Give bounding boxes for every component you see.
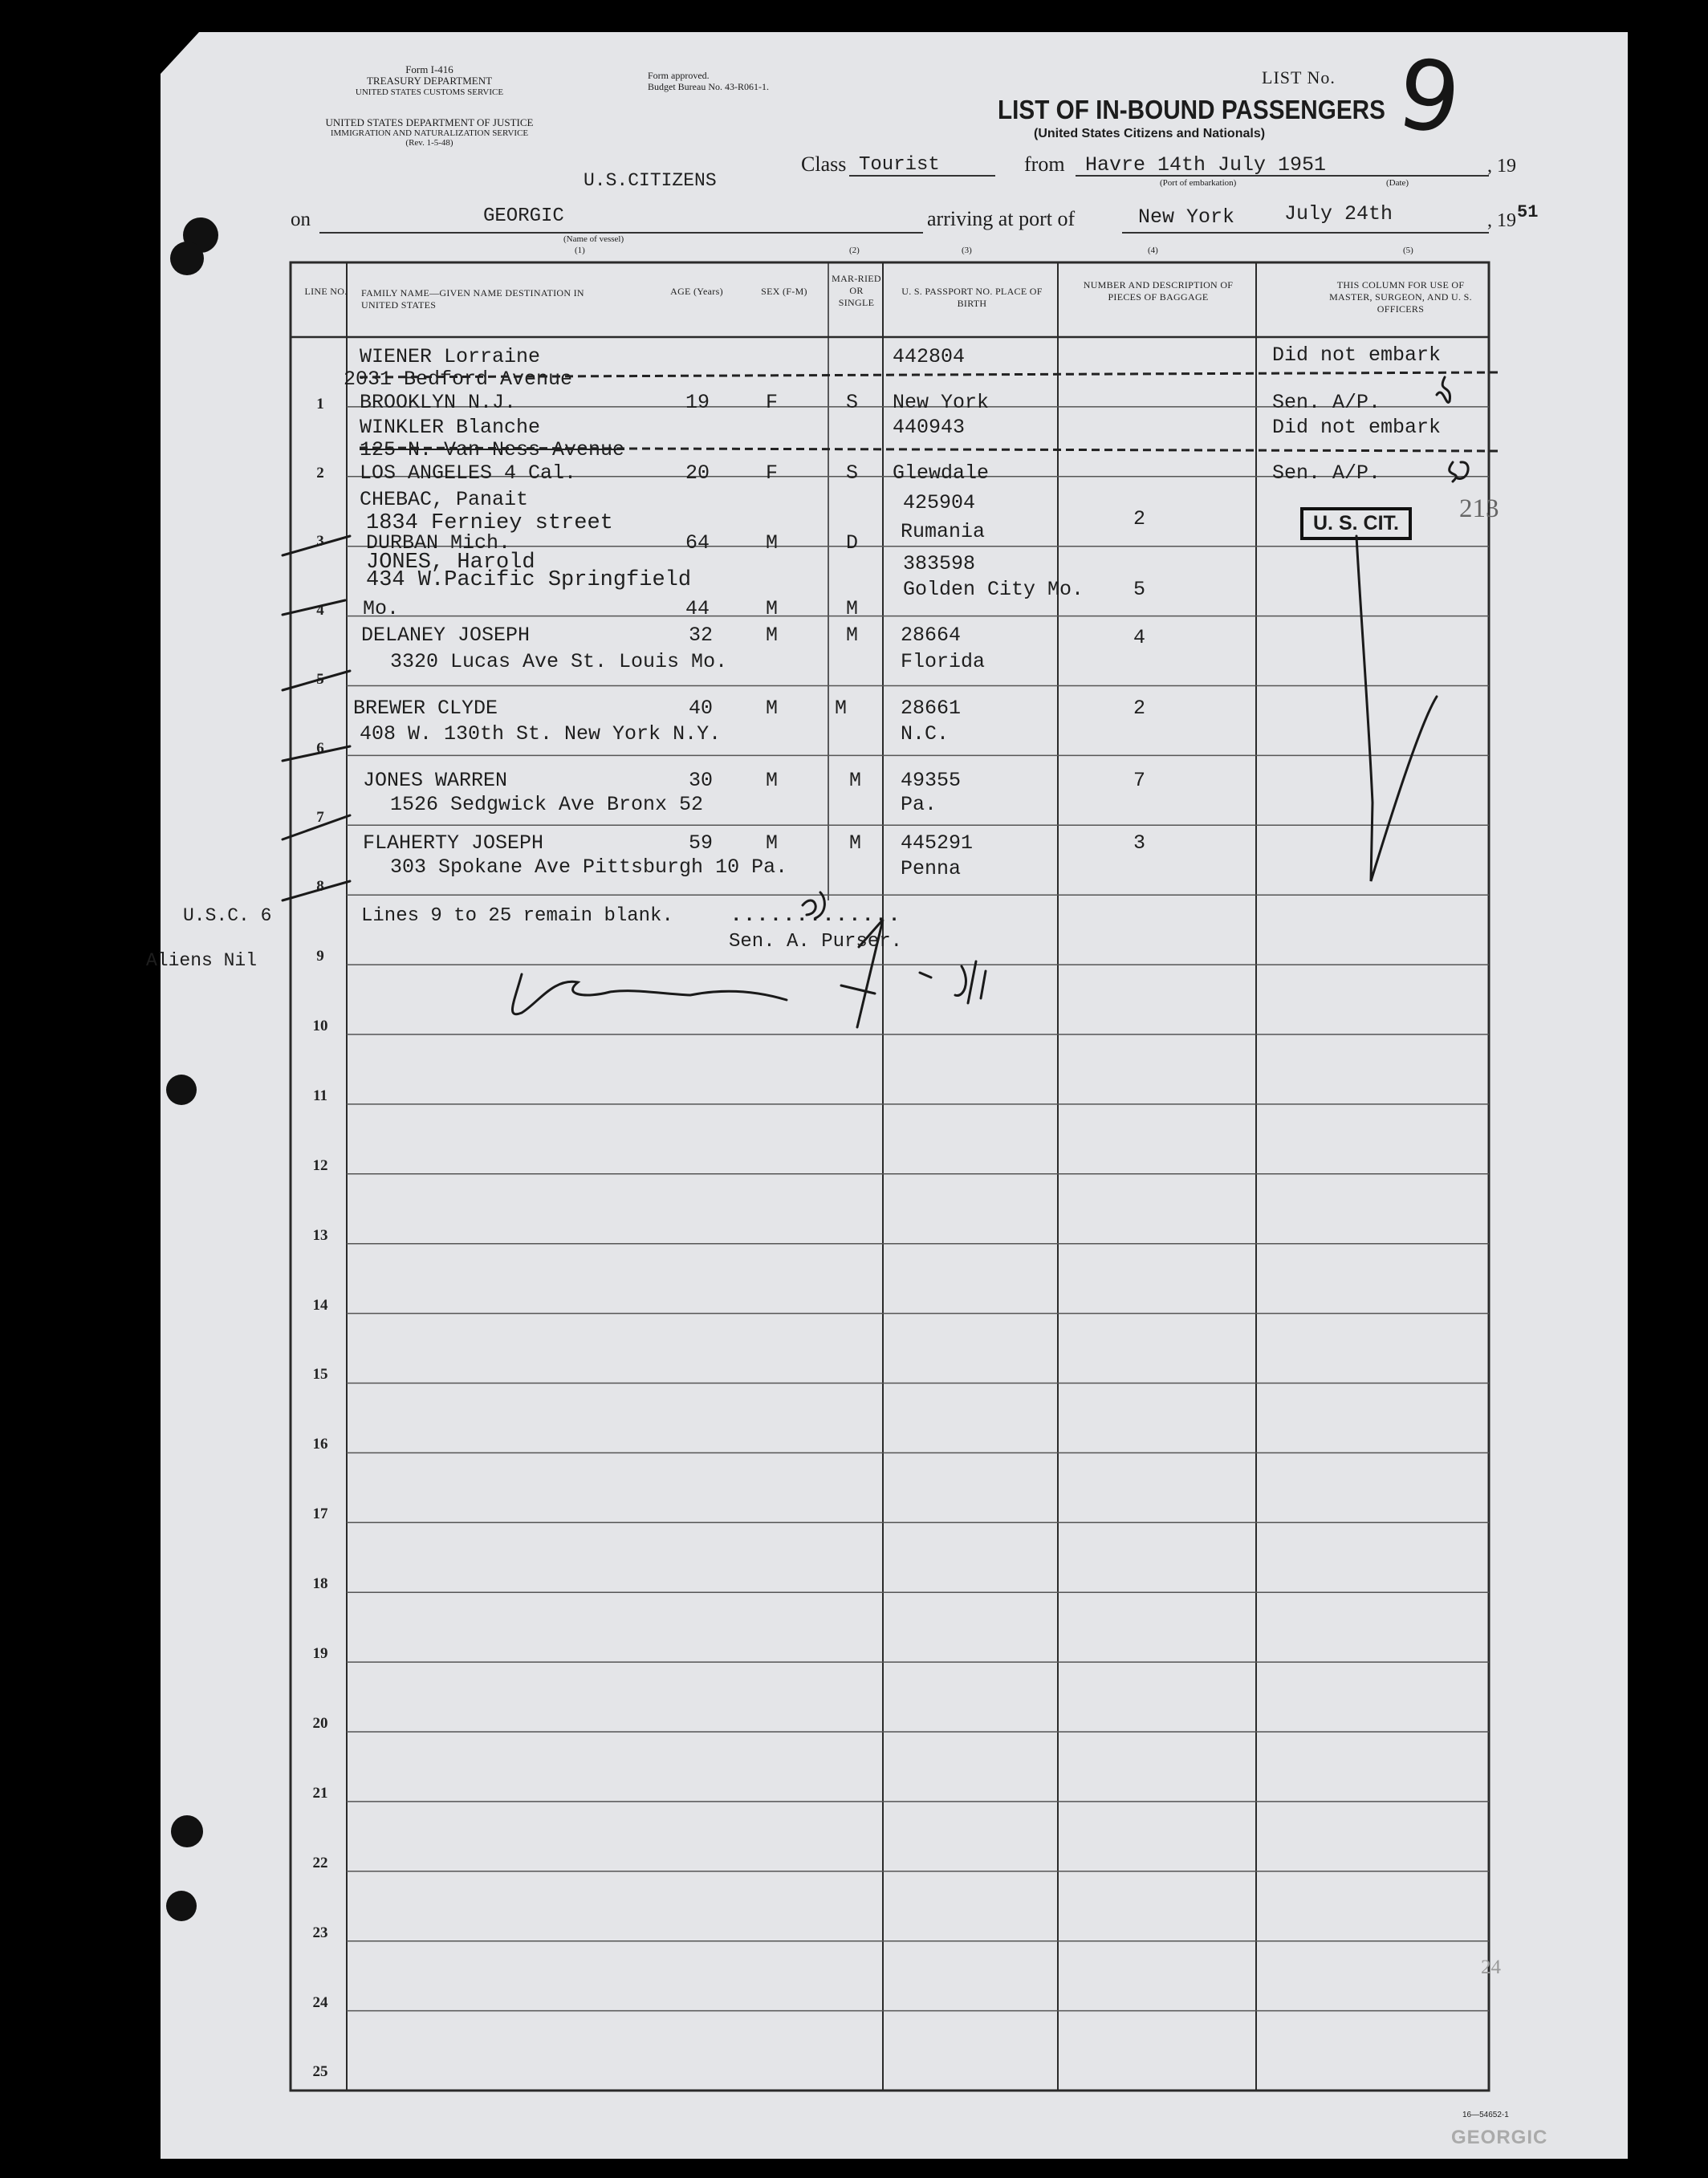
justice-label: UNITED STATES DEPARTMENT OF JUSTICE — [325, 116, 534, 128]
col-num-3: (3) — [962, 246, 972, 255]
passenger-age: 20 — [685, 461, 710, 485]
passenger-name: JONES, Harold — [366, 551, 535, 575]
passenger-address: 434 W.Pacific Springfield — [366, 568, 692, 592]
stamp-number: 213 — [1459, 494, 1499, 523]
passenger-birthplace: Glewdale — [893, 461, 990, 485]
citizens-label: U.S.CITIZENS — [584, 170, 717, 191]
ins-label: IMMIGRATION AND NATURALIZATION SERVICE — [330, 128, 529, 139]
class-value: Tourist — [859, 154, 940, 176]
passenger-name: WINKLER Blanche — [360, 416, 541, 439]
passenger-passport: 445291 — [901, 831, 974, 855]
col-num-5: (5) — [1403, 246, 1413, 255]
check-mark — [283, 600, 345, 615]
passenger-age: 30 — [689, 769, 714, 792]
line-number: 20 — [312, 1714, 328, 1732]
port-caption: (Port of embarkation) — [1160, 178, 1237, 188]
passenger-age: 59 — [689, 831, 714, 855]
passenger-passport: 28661 — [901, 697, 962, 720]
passenger-birthplace: Rumania — [901, 520, 986, 543]
check-mark — [283, 746, 350, 761]
passenger-name: CHEBAC, Panait — [360, 488, 529, 511]
customs-label: UNITED STATES CUSTOMS SERVICE — [355, 87, 504, 97]
passenger-remark: Sen. A/P. — [1272, 461, 1381, 485]
form-title: LIST OF IN-BOUND PASSENGERS — [998, 95, 1385, 124]
passenger-name: WIENER Lorraine — [360, 345, 541, 368]
passenger-name: BREWER CLYDE — [353, 697, 498, 720]
passenger-birthplace: New York — [893, 391, 990, 414]
list-no-label: LIST No. — [1262, 67, 1336, 87]
header-officers: THIS COLUMN FOR USE OF MASTER, SURGEON, AND U. S. OFFICERS — [1329, 279, 1472, 315]
passenger-sex: F — [766, 391, 779, 414]
vessel-caption: (Name of vessel) — [563, 234, 624, 244]
passenger-address: 125 N. Van Ness Avenue — [360, 438, 625, 461]
line-number: 5 — [316, 671, 324, 688]
line-number: 22 — [312, 1854, 328, 1871]
passenger-passport: 425904 — [903, 491, 976, 514]
check-mark — [283, 536, 350, 555]
passenger-remark: Sen. A/P. — [1272, 391, 1381, 414]
line-number: 15 — [312, 1366, 328, 1384]
initials — [1437, 377, 1450, 402]
passenger-name: JONES WARREN — [363, 769, 508, 792]
passenger-sex: M — [766, 597, 779, 620]
passenger-address: 3320 Lucas Ave St. Louis Mo. — [390, 650, 728, 673]
line-number: 11 — [313, 1087, 327, 1104]
line-number: 9 — [316, 948, 324, 965]
line-number: 25 — [312, 2063, 328, 2081]
margin-note-usc: U.S.C. 6 — [183, 905, 272, 926]
passenger-status: M — [849, 769, 862, 792]
line-number: 8 — [316, 878, 324, 895]
line-number: 7 — [316, 809, 324, 826]
from-label: from — [1024, 152, 1065, 176]
passenger-status: M — [835, 697, 848, 720]
vessel-name: GEORGIC — [483, 205, 564, 227]
form-approved: Form approved. — [648, 70, 710, 81]
passenger-birthplace: Penna — [901, 857, 962, 880]
check-mark — [283, 815, 350, 839]
passenger-status: M — [849, 831, 862, 855]
passenger-name: FLAHERTY JOSEPH — [363, 831, 544, 855]
header-line-no: LINE NO. — [304, 286, 348, 297]
passenger-baggage: 2 — [1133, 507, 1146, 530]
passenger-remark: Did not embark — [1272, 416, 1442, 439]
form-number: Form I-416 — [405, 63, 453, 75]
passenger-name: DELANEY JOSEPH — [361, 624, 531, 647]
header-passport: U. S. PASSPORT NO. PLACE OF BIRTH — [901, 286, 1043, 309]
passenger-baggage: 2 — [1133, 697, 1146, 720]
arrival-year-label: , 19 — [1487, 210, 1516, 231]
line-number: 2 — [316, 465, 324, 482]
passenger-passport: 49355 — [901, 769, 962, 792]
check-mark — [283, 881, 350, 900]
passenger-baggage: 7 — [1133, 769, 1146, 792]
blank-lines-note: Lines 9 to 25 remain blank. — [361, 905, 673, 927]
check-mark — [1356, 536, 1437, 881]
passenger-city: LOS ANGELES 4 Cal. — [360, 461, 577, 485]
line-number: 4 — [316, 602, 324, 619]
line-number: 19 — [312, 1645, 328, 1662]
passenger-age: 44 — [685, 597, 710, 620]
purser-signoff: Sen. A. Purser. — [729, 931, 903, 953]
line-number: 24 — [312, 1993, 328, 2011]
passenger-birthplace: Pa. — [901, 793, 937, 816]
list-no-value: 9 — [1390, 38, 1467, 157]
passenger-baggage: 3 — [1133, 831, 1146, 855]
passenger-birthplace: Florida — [901, 650, 986, 673]
line-number: 10 — [312, 1017, 328, 1034]
passenger-sex: M — [766, 531, 779, 555]
line-number: 1 — [316, 396, 324, 412]
us-cit-stamp: U. S. CIT. — [1300, 507, 1412, 540]
col-num-1: (1) — [575, 246, 585, 255]
rev-label: (Rev. 1-5-48) — [405, 138, 453, 148]
passenger-address: 2031 Bedford Avenue — [344, 368, 573, 391]
arrival-port: New York — [1138, 205, 1235, 229]
form-subtitle: (United States Citizens and Nationals) — [1034, 127, 1266, 140]
on-label: on — [291, 209, 311, 230]
passenger-address: 303 Spokane Ave Pittsburgh 10 Pa. — [390, 855, 788, 879]
treasury-label: TREASURY DEPARTMENT — [366, 75, 493, 87]
passenger-birthplace: N.C. — [901, 722, 950, 746]
line-number: 14 — [312, 1296, 328, 1314]
passenger-sex: F — [766, 461, 779, 485]
passenger-address: 1834 Ferniey street — [366, 511, 613, 535]
passenger-status: S — [846, 391, 859, 414]
passenger-status: S — [846, 461, 859, 485]
passenger-passport: 383598 — [903, 552, 976, 575]
line-number: 17 — [312, 1506, 328, 1523]
arrival-year: 51 — [1517, 202, 1539, 222]
header-age: AGE (Years) — [670, 286, 723, 297]
passenger-status: D — [846, 531, 859, 555]
passenger-passport: 440943 — [893, 416, 966, 439]
vessel-footer-stamp: GEORGIC — [1451, 2127, 1548, 2148]
arrival-date: July 24th — [1284, 202, 1393, 226]
passenger-age: 64 — [685, 531, 710, 555]
passenger-sex: M — [766, 624, 779, 647]
passenger-sex: M — [766, 697, 779, 720]
passenger-sex: M — [766, 831, 779, 855]
passenger-city: Mo. — [363, 597, 400, 620]
passenger-baggage: 5 — [1133, 578, 1146, 601]
budget-bureau: Budget Bureau No. 43-R061-1. — [648, 80, 769, 92]
passenger-address: 408 W. 130th St. New York N.Y. — [360, 722, 722, 746]
margin-note-aliens: Aliens Nil — [146, 950, 258, 971]
initials — [1450, 462, 1468, 482]
passenger-age: 19 — [685, 391, 710, 414]
line-number: 12 — [312, 1156, 328, 1174]
passenger-birthplace: Golden City Mo. — [903, 578, 1084, 601]
date-caption: (Date) — [1386, 178, 1409, 188]
line-number: 13 — [312, 1226, 328, 1244]
dotted-leader: ............. — [730, 905, 902, 927]
passenger-sex: M — [766, 769, 779, 792]
line-number: 18 — [312, 1575, 328, 1593]
line-number: 21 — [312, 1784, 328, 1802]
passenger-status: M — [846, 624, 859, 647]
class-label: Class — [801, 152, 847, 176]
header-married: MAR-RIED OR SINGLE — [832, 273, 881, 308]
passenger-passport: 28664 — [901, 624, 962, 647]
line-number: 3 — [316, 533, 324, 550]
faint-page-number: 24 — [1481, 1957, 1501, 1978]
header-sex: SEX (F-M) — [761, 286, 807, 297]
passenger-city: BROOKLYN N.J. — [360, 391, 517, 414]
col-num-4: (4) — [1148, 246, 1158, 255]
passenger-address: 1526 Sedgwick Ave Bronx 52 — [390, 793, 704, 816]
line-number: 6 — [316, 740, 324, 757]
passenger-baggage: 4 — [1133, 626, 1146, 649]
check-mark — [283, 671, 350, 690]
embark-port-date: Havre 14th July 1951 — [1085, 153, 1327, 177]
arriving-label: arriving at port of — [927, 207, 1076, 230]
passenger-age: 32 — [689, 624, 714, 647]
passenger-remark: Did not embark — [1272, 343, 1442, 367]
passenger-age: 40 — [689, 697, 714, 720]
line-number: 23 — [312, 1924, 328, 1941]
form-code: 16—54652-1 — [1462, 2111, 1509, 2119]
line-number: 16 — [312, 1436, 328, 1453]
passenger-status: M — [846, 597, 859, 620]
header-name: FAMILY NAME—GIVEN NAME DESTINATION IN UNITED STATES — [361, 287, 584, 311]
passenger-city: DURBAN Mich. — [366, 531, 511, 555]
header-baggage: NUMBER AND DESCRIPTION OF PIECES OF BAGGAGE — [1083, 279, 1234, 303]
passenger-passport: 442804 — [893, 345, 966, 368]
year-label: , 19 — [1487, 156, 1516, 177]
col-num-2: (2) — [849, 246, 860, 255]
